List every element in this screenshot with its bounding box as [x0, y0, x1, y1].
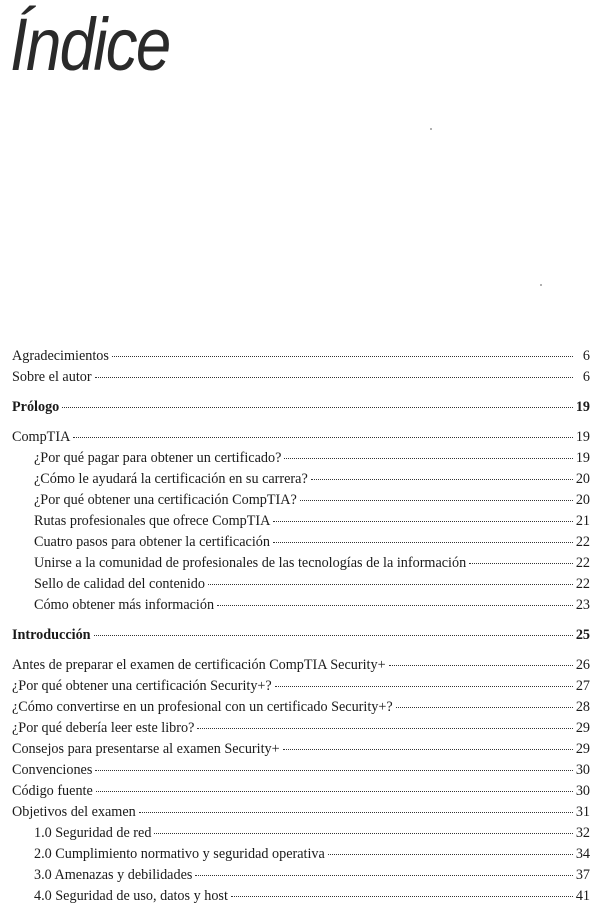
toc-entry-page: 22	[575, 555, 590, 571]
toc-entry-page: 30	[575, 762, 590, 778]
leader-dots	[389, 665, 573, 666]
toc-entry-page: 6	[582, 348, 590, 364]
leader-dots	[95, 770, 572, 771]
toc-subentry[interactable]	[12, 448, 590, 469]
toc-entry-page: 27	[575, 678, 590, 694]
toc-entry-page: 32	[575, 825, 590, 841]
toc-entry-page: 26	[575, 657, 590, 673]
leader-dots	[300, 500, 573, 501]
toc-entry[interactable]	[12, 655, 590, 676]
toc-entry-label: ¿Por qué obtener una certificación CompTIA?	[34, 492, 297, 508]
toc-entry-page: 29	[575, 720, 590, 736]
toc-entry-page: 21	[575, 513, 590, 529]
toc-entry-label: Rutas profesionales que ofrece CompTIA	[34, 513, 271, 529]
leader-dots	[195, 875, 572, 876]
leader-dots	[231, 896, 573, 897]
leader-dots	[273, 521, 572, 522]
toc-subentry[interactable]	[12, 511, 590, 532]
toc-entry-page: 20	[575, 471, 590, 487]
toc-entry[interactable]	[12, 676, 590, 697]
leader-dots	[284, 458, 572, 459]
toc-entry-page: 19	[575, 399, 590, 415]
toc-subentry[interactable]	[12, 823, 590, 844]
toc-entry-page: 22	[575, 576, 590, 592]
toc-entry-comptia[interactable]	[12, 427, 590, 448]
leader-dots	[396, 707, 573, 708]
toc-chapter-prologo[interactable]	[12, 397, 590, 418]
toc-subentry[interactable]	[12, 532, 590, 553]
leader-dots	[73, 437, 572, 438]
toc-entry-label: 1.0 Seguridad de red	[34, 825, 152, 841]
toc-entry-page: 22	[575, 534, 590, 550]
leader-dots	[208, 584, 573, 585]
toc-entry-page: 6	[582, 369, 590, 385]
toc-subentry[interactable]	[12, 469, 590, 490]
toc-entry-page: 19	[575, 450, 590, 466]
toc-entry-agradecimientos[interactable]	[12, 346, 590, 367]
toc-entry[interactable]	[12, 760, 590, 781]
toc-subentry[interactable]	[12, 553, 590, 574]
toc-entry[interactable]	[12, 739, 590, 760]
leader-dots	[469, 563, 573, 564]
toc-entry-label: Introducción	[12, 627, 91, 643]
leader-dots	[275, 686, 573, 687]
toc-entry-label: ¿Cómo convertirse en un profesional con un certificado Security+?	[12, 699, 393, 715]
toc-entry-page: 19	[575, 429, 590, 445]
toc-subentry[interactable]	[12, 886, 590, 907]
toc-entry-page: 30	[575, 783, 590, 799]
toc-subentry[interactable]	[12, 844, 590, 865]
toc-subentry[interactable]	[12, 490, 590, 511]
toc-entry-label: Agradecimientos	[12, 348, 109, 364]
leader-dots	[283, 749, 573, 750]
toc-entry-label: Objetivos del examen	[12, 804, 136, 820]
toc-entry-label: Unirse a la comunidad de profesionales de las tecnologías de la información	[34, 555, 467, 571]
toc-entry-label: Cómo obtener más información	[34, 597, 215, 613]
toc-entry-label: CompTIA	[12, 429, 71, 445]
toc-subentry[interactable]	[12, 595, 590, 616]
toc-entry-label: Cuatro pasos para obtener la certificación	[34, 534, 270, 550]
toc-entry-page: 41	[575, 888, 590, 904]
toc-entry-label: Prólogo	[12, 399, 60, 415]
toc-entry-label: ¿Por qué pagar para obtener un certificado?	[34, 450, 282, 466]
leader-dots	[154, 833, 572, 834]
page-title: Índice	[10, 3, 170, 86]
toc-entry-label: ¿Por qué obtener una certificación Security+?	[12, 678, 272, 694]
toc-entry-label: Código fuente	[12, 783, 93, 799]
toc-entry-page: 20	[575, 492, 590, 508]
leader-dots	[328, 854, 573, 855]
table-of-contents	[12, 346, 590, 907]
toc-entry[interactable]	[12, 802, 590, 823]
leader-dots	[95, 377, 573, 378]
leader-dots	[94, 635, 573, 636]
toc-entry-page: 25	[575, 627, 590, 643]
toc-entry-sobre-el-autor[interactable]	[12, 367, 590, 388]
leader-dots	[273, 542, 573, 543]
toc-entry-page: 34	[575, 846, 590, 862]
toc-entry-label: Sobre el autor	[12, 369, 92, 385]
leader-dots	[112, 356, 573, 357]
leader-dots	[96, 791, 573, 792]
toc-entry-label: Convenciones	[12, 762, 93, 778]
toc-entry[interactable]	[12, 718, 590, 739]
toc-entry-label: Consejos para presentarse al examen Security+	[12, 741, 280, 757]
scan-speck	[430, 128, 432, 130]
leader-dots	[139, 812, 573, 813]
toc-entry-label: 4.0 Seguridad de uso, datos y host	[34, 888, 228, 904]
leader-dots	[311, 479, 573, 480]
toc-entry[interactable]	[12, 781, 590, 802]
toc-subentry[interactable]	[12, 574, 590, 595]
toc-entry-page: 37	[575, 867, 590, 883]
leader-dots	[197, 728, 572, 729]
toc-entry-label: 2.0 Cumplimiento normativo y seguridad operativa	[34, 846, 325, 862]
toc-entry-label: ¿Cómo le ayudará la certificación en su carrera?	[34, 471, 308, 487]
leader-dots	[217, 605, 573, 606]
scan-speck	[540, 284, 542, 286]
toc-entry-label: Sello de calidad del contenido	[34, 576, 205, 592]
toc-entry-page: 28	[575, 699, 590, 715]
leader-dots	[62, 407, 573, 408]
toc-entry-page: 23	[575, 597, 590, 613]
toc-entry-page: 29	[575, 741, 590, 757]
toc-entry-label: Antes de preparar el examen de certificación CompTIA Security+	[12, 657, 386, 673]
toc-subentry[interactable]	[12, 865, 590, 886]
toc-entry[interactable]	[12, 697, 590, 718]
toc-entry-label: 3.0 Amenazas y debilidades	[34, 867, 193, 883]
toc-entry-label: ¿Por qué debería leer este libro?	[12, 720, 195, 736]
toc-chapter-introduccion[interactable]	[12, 625, 590, 646]
toc-entry-page: 31	[575, 804, 590, 820]
